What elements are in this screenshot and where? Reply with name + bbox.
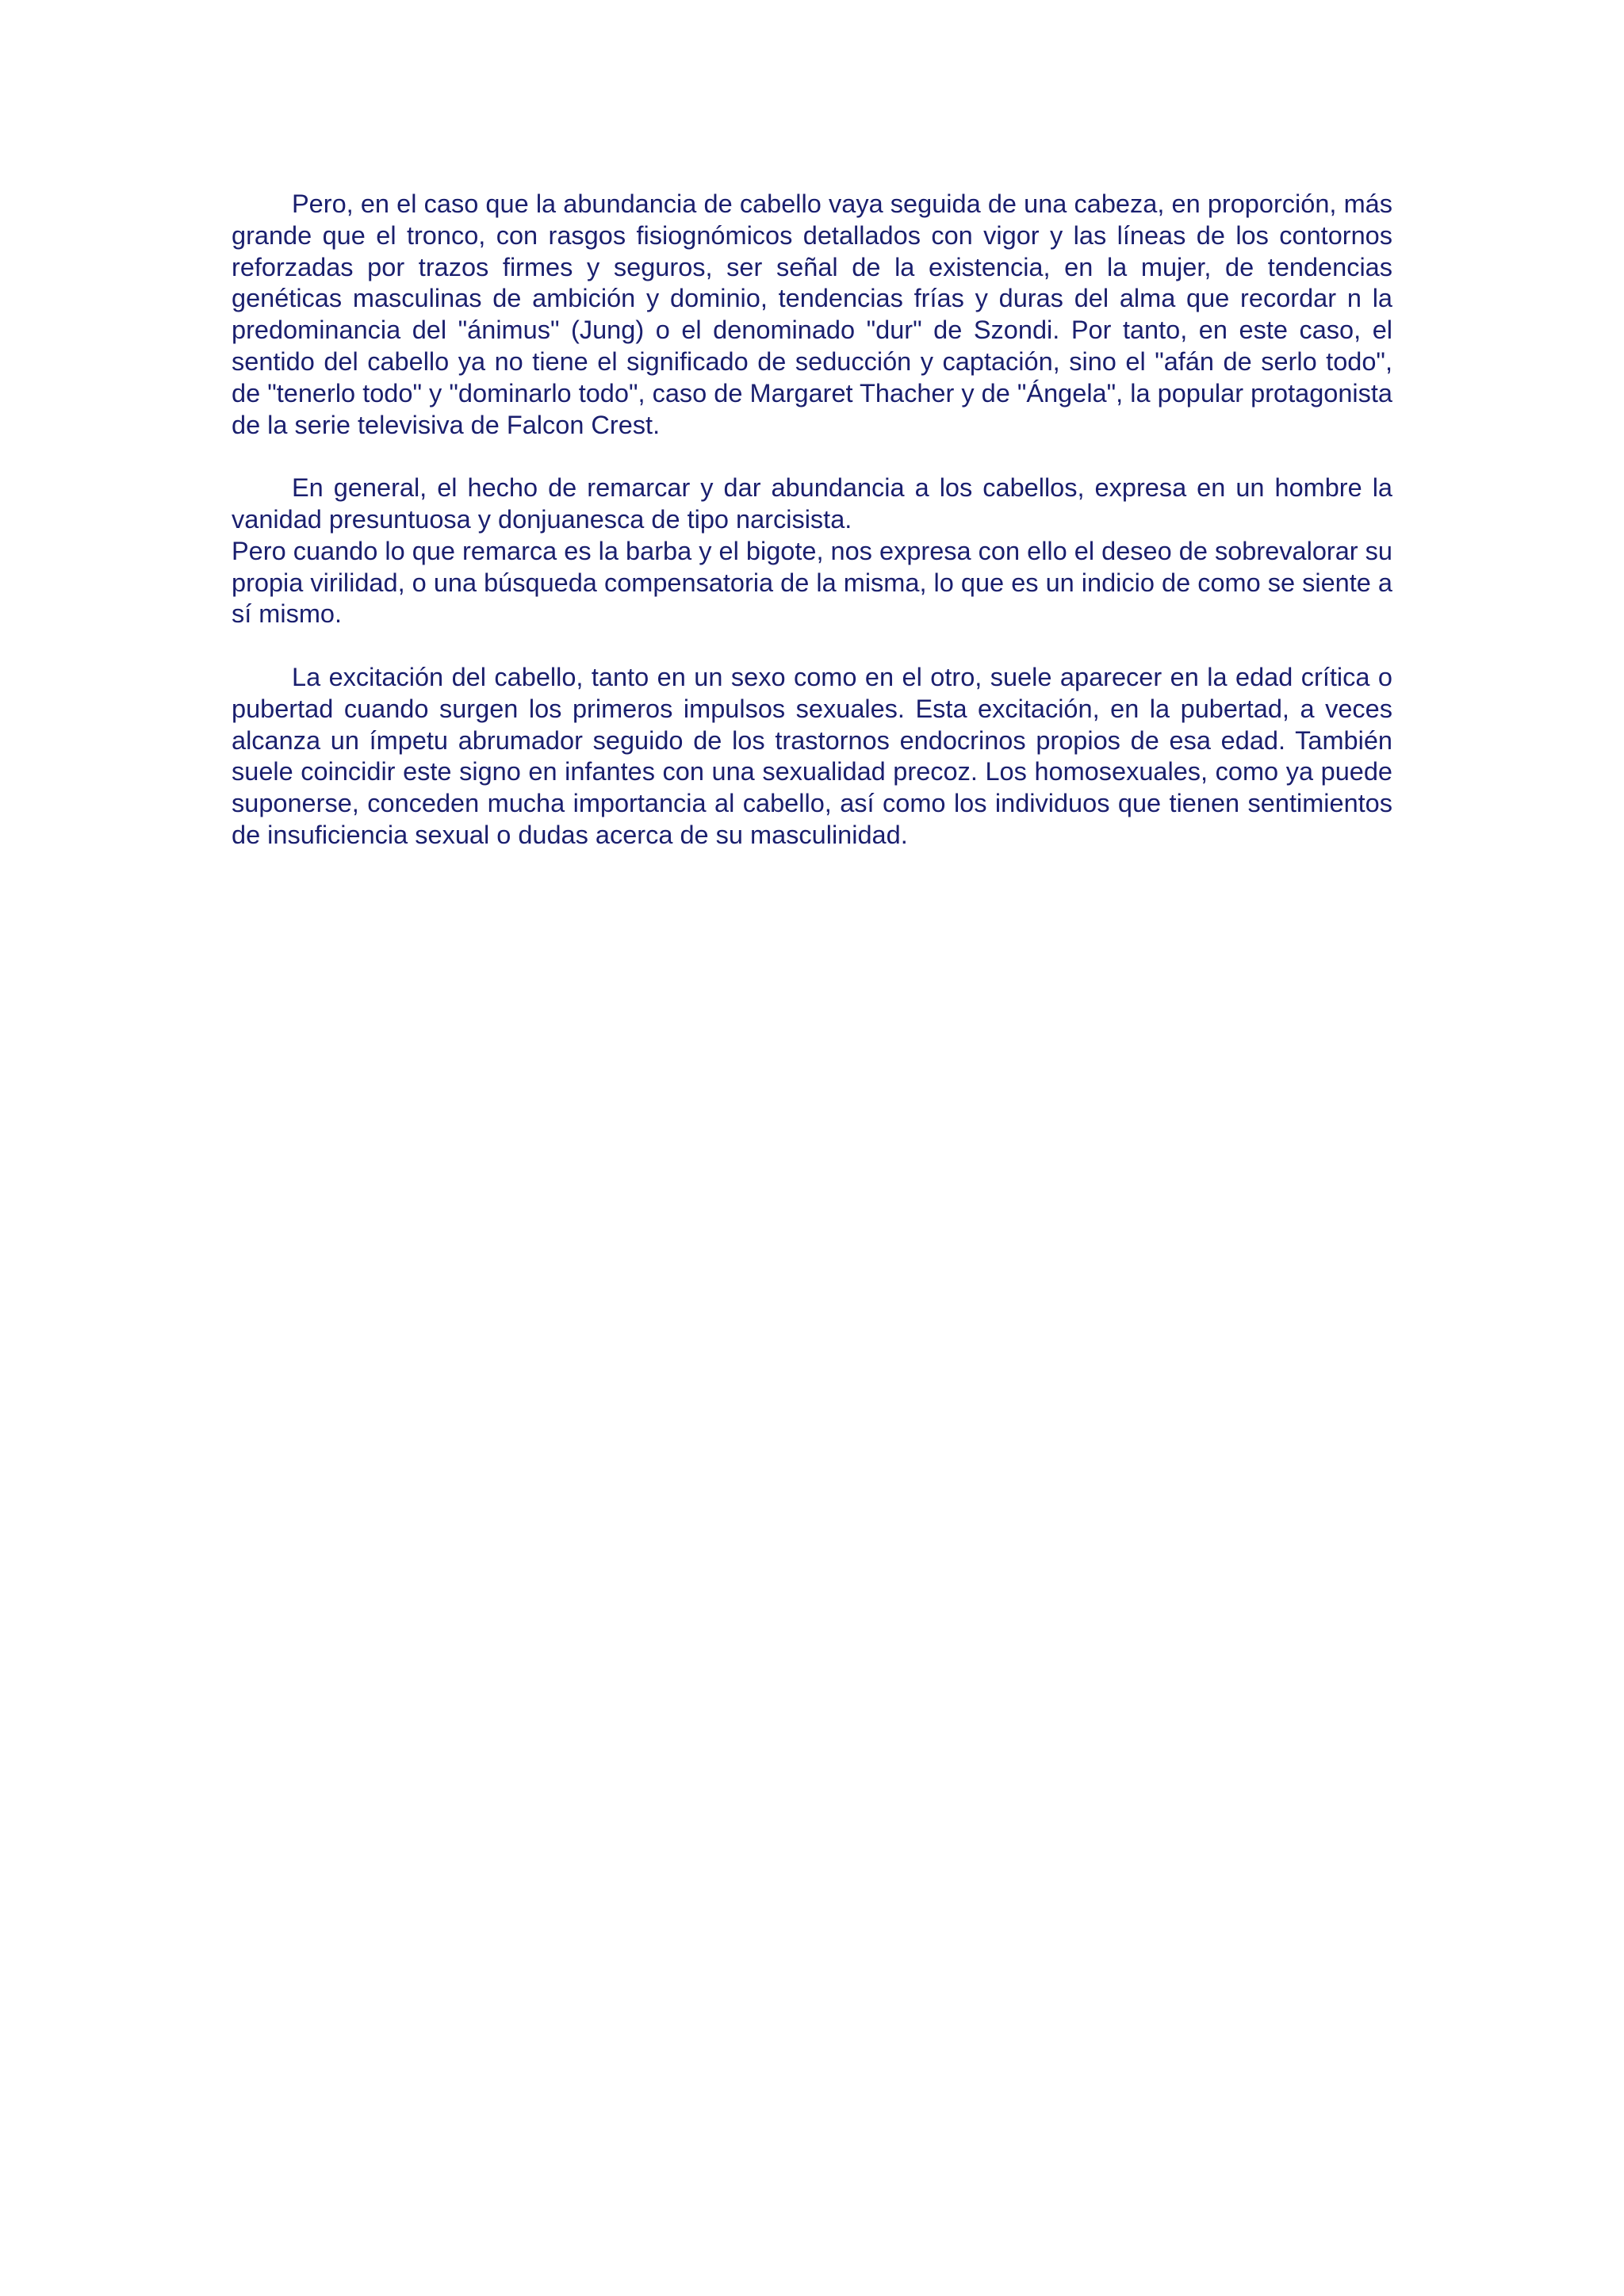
document-body [232, 189, 1392, 851]
paragraph-beard-virility: Pero cuando lo que remarca es la barba y el bigote, nos expresa con ello el deseo de sobrevalorar su propia virilidad, o una búsqueda compensatoria de la misma, lo que es un indicio de como se siente a sí mismo. [232, 536, 1392, 629]
paragraph-gap [232, 441, 1392, 473]
paragraph-gap [232, 630, 1392, 662]
paragraph-puberty: La excitación del cabello, tanto en un sexo como en el otro, suele aparecer en la edad crítica o pubertad cuando surgen los primeros impulsos sexuales. Esta excitación, en la pubertad, a veces alcanza un ímpetu abrumador seguido de los trastornos endocrinos propios de esa edad. También suele coincidir este signo en infantes con una sexualidad precoz. Los homosexuales, como ya puede suponerse, conceden mucha importancia al cabello, así como los individuos que tienen sentimientos de insuficiencia sexual o dudas acerca de su masculinidad. [232, 662, 1392, 849]
paragraph-hair-vanity: En general, el hecho de remarcar y dar abundancia a los cabellos, expresa en un hombre la vanidad presuntuosa y donjuanesca de tipo narcisista. [232, 473, 1392, 534]
paragraph-head-proportion: Pero, en el caso que la abundancia de cabello vaya seguida de una cabeza, en proporción, más grande que el tronco, con rasgos fisiognómicos detallados con vigor y las líneas de los contornos reforzadas por trazos firmes y seguros, ser señal de la existencia, en la mujer, de tendencias genéticas masculinas de ambición y dominio, tendencias frías y duras del alma que recordar n la predominancia del "ánimus" (Jung) o el denominado "dur" de Szondi. Por tanto, en este caso, el sentido del cabello ya no tiene el significado de seducción y captación, sino el "afán de serlo todo", de "tenerlo todo" y "dominarlo todo", caso de Margaret Thacher y de "Ángela", la popular protagonista de la serie televisiva de Falcon Crest. [232, 189, 1392, 439]
